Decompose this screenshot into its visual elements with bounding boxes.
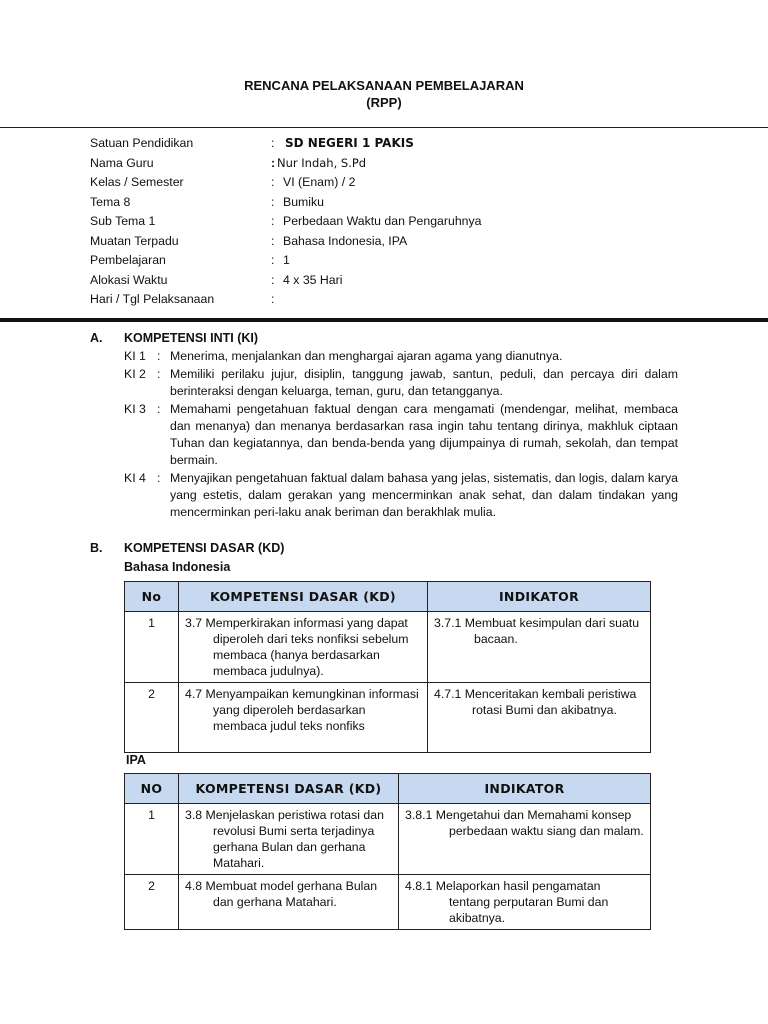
table-header-row (125, 582, 651, 612)
identity-row (90, 290, 690, 310)
row-indikator (399, 804, 651, 875)
identity-value: Bumiku (283, 194, 325, 209)
ki-colon: : (157, 349, 161, 363)
table-row (125, 875, 651, 930)
identity-value: VI (Enam) / 2 (283, 175, 356, 189)
table-header-row (125, 774, 651, 804)
row-indikator (428, 683, 651, 753)
kd-table-ipa (124, 773, 651, 930)
identity-label: Hari / Tgl Pelaksanaan (90, 292, 215, 306)
row-indikator (428, 612, 651, 683)
ki-code: KI 1 (124, 349, 146, 363)
ki-colon: : (157, 471, 161, 485)
section-title: KOMPETENSI INTI (KI) (124, 331, 259, 345)
table-row (125, 612, 651, 683)
identity-label: Pembelajaran (90, 253, 166, 267)
header-no: No (125, 582, 179, 612)
identity-row (90, 154, 690, 174)
identity-row (90, 212, 690, 232)
row-kd (179, 804, 399, 875)
header-indikator: INDIKATOR (399, 774, 651, 804)
row-kd (179, 612, 428, 683)
row-no: 1 (125, 612, 179, 683)
row-no: 1 (125, 804, 179, 875)
identity-colon: : (271, 175, 275, 189)
row-kd (179, 875, 399, 930)
row-indikator (399, 875, 651, 930)
section-b-heading (90, 541, 284, 555)
identity-colon: : (271, 155, 276, 170)
ki-code: KI 2 (124, 367, 146, 381)
header-kd: KOMPETENSI DASAR (KD) (179, 582, 428, 612)
ki-item (124, 348, 678, 365)
identity-colon: : (271, 233, 275, 248)
kd-text: 3.8 Menjelaskan peristiwa rotasi dan revolusi Bumi serta terjadinya gerhana Bulan dan gerhana Matahari. (185, 808, 384, 870)
identity-label: Muatan Terpadu (90, 233, 179, 248)
indikator-text: 3.7.1 Membuat kesimpulan dari suatu bacaan. (434, 616, 640, 646)
identity-row (90, 134, 690, 154)
identity-label: Satuan Pendidikan (90, 136, 194, 150)
identity-row (90, 173, 690, 193)
kd-text: 4.7 Menyampaikan kemungkinan informasi yang diperoleh berdasarkan membaca judul teks nonfiks (185, 687, 419, 733)
row-no: 2 (125, 683, 179, 753)
identity-label: Alokasi Waktu (90, 272, 168, 287)
ki-item (124, 366, 678, 400)
subject-ipa: IPA (126, 753, 146, 767)
ki-item (124, 401, 678, 469)
table-row (125, 683, 651, 753)
kd-text: 3.7 Memperkirakan informasi yang dapat diperoleh dari teks nonfiksi sebelum membaca (hanya berdasarkan membaca judulnya). (185, 616, 409, 678)
identity-label: Sub Tema 1 (90, 214, 156, 228)
ki-list (124, 348, 678, 522)
ki-colon: : (157, 402, 161, 416)
section-letter: B. (90, 541, 103, 555)
identity-value: Bahasa Indonesia, IPA (283, 233, 408, 248)
identity-colon: : (271, 214, 275, 228)
ki-item (124, 470, 678, 521)
indikator-text: 4.8.1 Melaporkan hasil pengamatan tentang perputaran Bumi dan akibatnya. (405, 879, 609, 925)
teacher-name: Nur Indah, S.Pd (277, 155, 367, 170)
identity-block (90, 134, 690, 310)
divider-top (0, 127, 768, 128)
section-letter: A. (90, 331, 103, 345)
divider-thick (0, 318, 768, 322)
identity-row (90, 232, 690, 252)
ki-text: Memahami pengetahuan faktual dengan cara mengamati (mendengar, melihat, membaca dan menanya) dan menanya berdasarkan rasa ingin tahu tentang dirinya, makhluk ciptaan Tuhan dan kegiatannya, dan benda-benda yang dijumpainya di rumah, sekolah, dan tempat bermain. (170, 402, 678, 467)
identity-value: 1 (283, 253, 290, 267)
kd-text: 4.8 Membuat model gerhana Bulan dan gerhana Matahari. (185, 879, 378, 909)
document-title-block (0, 77, 768, 111)
row-no: 2 (125, 875, 179, 930)
identity-value: 4 x 35 Hari (283, 272, 343, 287)
identity-colon: : (271, 292, 275, 306)
indikator-text: 4.7.1 Menceritakan kembali peristiwa rotasi Bumi dan akibatnya. (434, 687, 637, 717)
document-title: RENCANA PELAKSANAAN PEMBELAJARAN (244, 78, 524, 93)
ki-text: Menerima, menjalankan dan menghargai ajaran agama yang dianutnya. (170, 349, 563, 363)
ki-colon: : (157, 367, 161, 381)
ki-text: Memiliki perilaku jujur, disiplin, tanggung jawab, santun, peduli, dan percaya diri dalam berinteraksi dengan keluarga, teman, guru, dan tetangganya. (170, 367, 678, 398)
ki-text: Menyajikan pengetahuan faktual dalam bahasa yang jelas, sistematis, dan logis, dalam karya yang estetis, dalam gerakan yang mencerminkan anak sehat, dan dalam tindakan yang mencerminkan peri-laku anak beriman dan berakhlak mulia. (170, 471, 678, 519)
header-indikator: INDIKATOR (428, 582, 651, 612)
identity-colon: : (271, 194, 275, 209)
school-name: SD NEGERI 1 PAKIS (285, 136, 414, 150)
table-row (125, 804, 651, 875)
identity-label: Tema 8 (90, 194, 131, 209)
identity-label: Nama Guru (90, 155, 154, 170)
identity-colon: : (271, 253, 275, 267)
header-kd: KOMPETENSI DASAR (KD) (179, 774, 399, 804)
identity-row (90, 251, 690, 271)
identity-colon: : (271, 136, 275, 150)
document-subtitle: (RPP) (366, 95, 402, 110)
identity-row (90, 193, 690, 213)
section-title: KOMPETENSI DASAR (KD) (124, 541, 285, 555)
header-no: NO (125, 774, 179, 804)
indikator-text: 3.8.1 Mengetahui dan Memahami konsep perbedaan waktu siang dan malam. (405, 808, 644, 838)
kd-table-bahasa (124, 581, 651, 753)
identity-colon: : (271, 272, 275, 287)
identity-label: Kelas / Semester (90, 175, 184, 189)
ki-code: KI 4 (124, 471, 146, 485)
row-kd (179, 683, 428, 753)
ki-code: KI 3 (124, 402, 146, 416)
section-a-heading (90, 331, 258, 345)
identity-value: Perbedaan Waktu dan Pengaruhnya (283, 214, 482, 228)
subject-bahasa-indonesia: Bahasa Indonesia (124, 560, 231, 574)
identity-row (90, 271, 690, 291)
